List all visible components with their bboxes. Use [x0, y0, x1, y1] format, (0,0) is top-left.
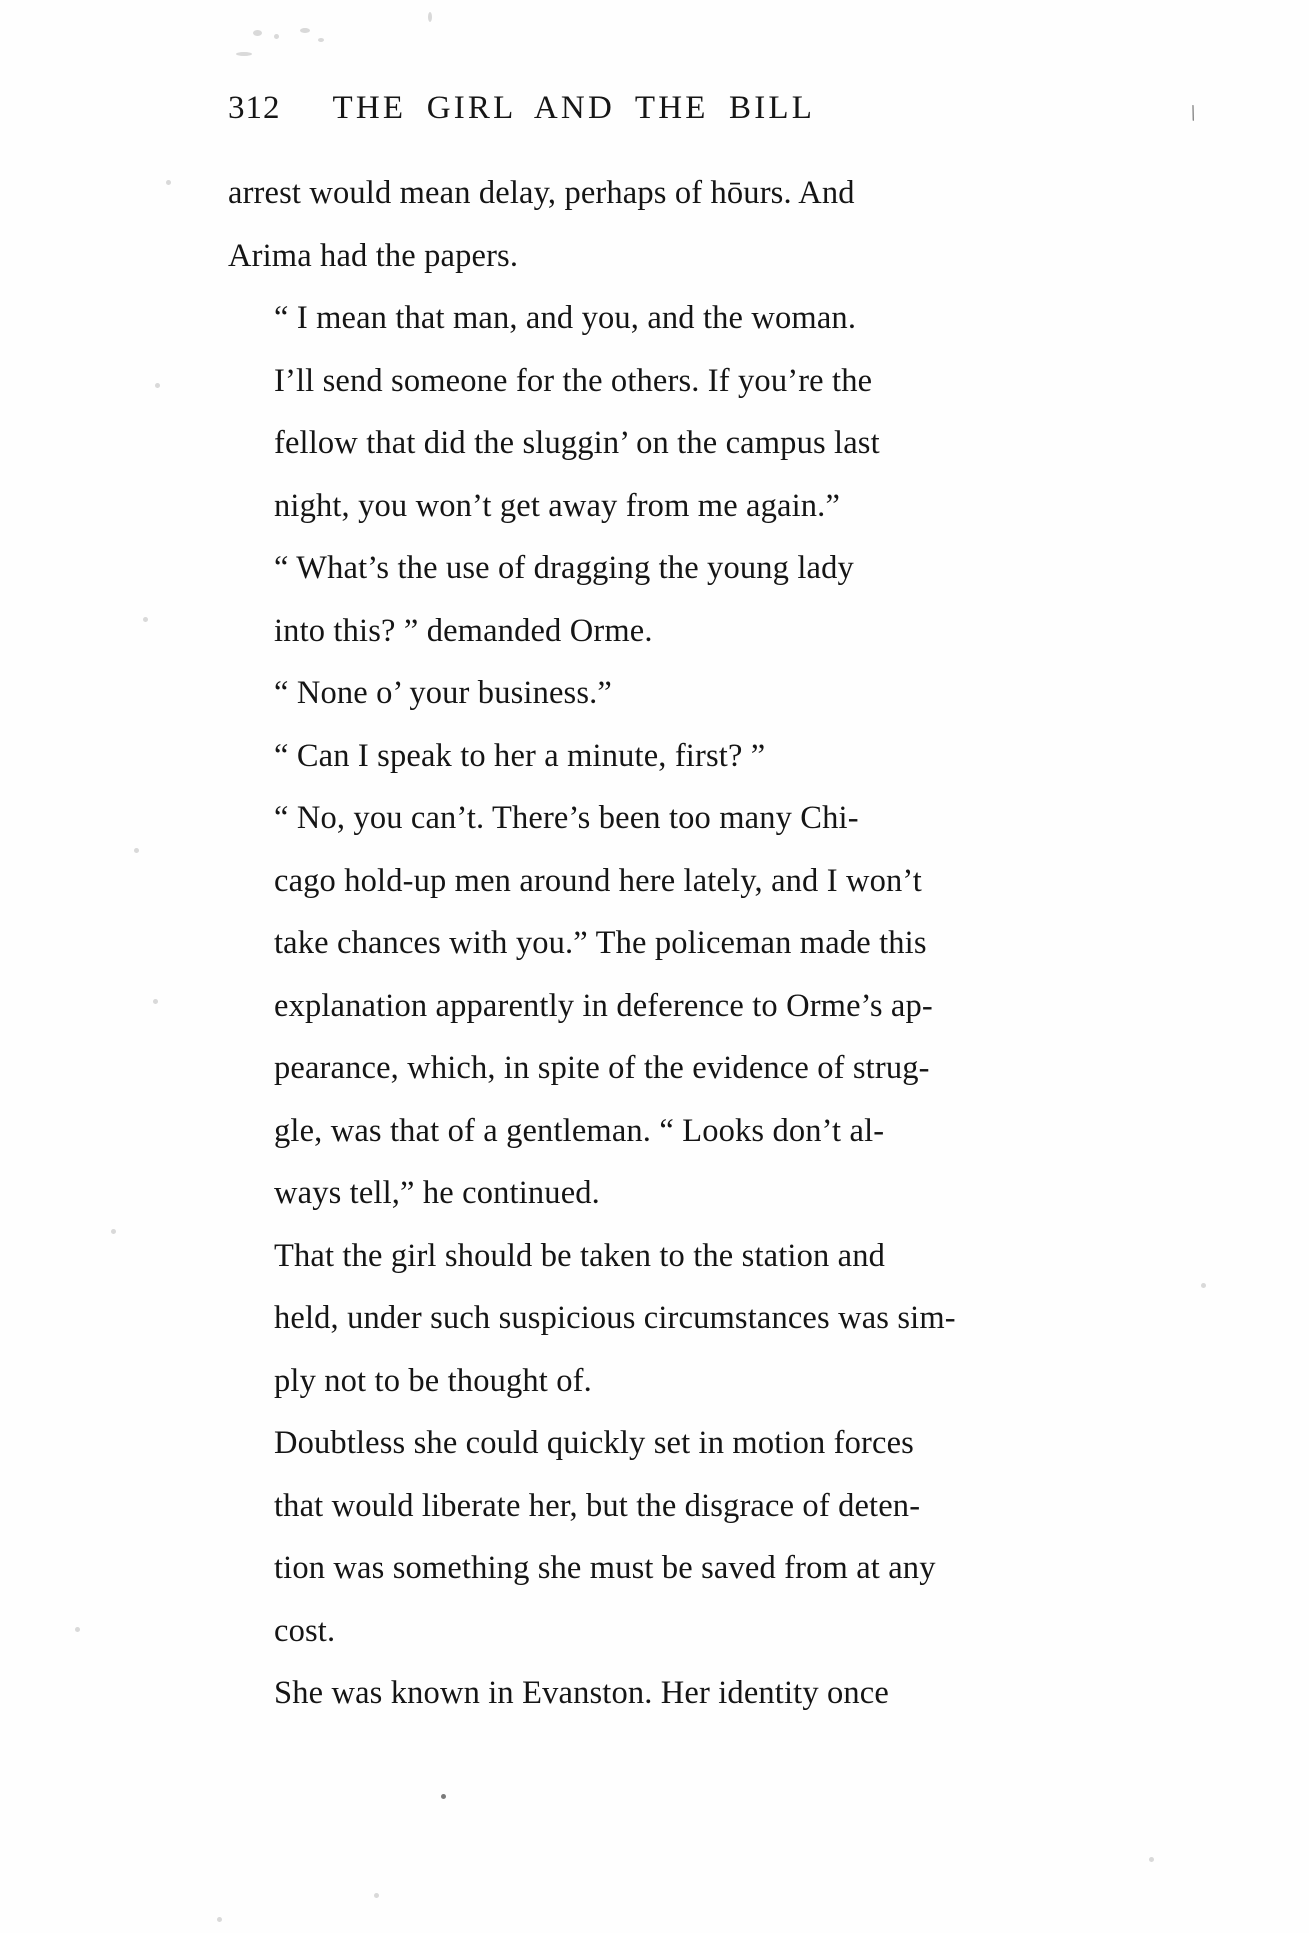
text-line: I’ll send someone for the others. If you’re the	[274, 362, 873, 399]
text-line: tion was something she must be saved from at any	[274, 1550, 936, 1586]
text-line: “ No, you can’t. There’s been too many Chi-	[274, 800, 859, 836]
text-line: cago hold-up men around here lately, and I won’t	[274, 862, 922, 899]
text-line: explanation apparently in deference to Orme’s ap-	[274, 987, 933, 1024]
text-line: ways tell,” he continued.	[274, 1175, 600, 1211]
paragraph	[228, 1662, 1208, 1725]
scan-speck	[253, 30, 262, 36]
scan-speck	[274, 34, 279, 39]
scan-speck	[143, 617, 148, 622]
paragraph	[228, 662, 1208, 725]
scan-speck	[428, 12, 432, 22]
scan-speck	[318, 38, 324, 42]
text-line: Arima had the papers.	[228, 237, 519, 274]
paragraph	[228, 287, 1208, 537]
text-line: ply not to be thought of.	[274, 1362, 592, 1399]
page-header	[228, 90, 1168, 127]
scan-speck	[236, 52, 252, 56]
text-line: “ None o’ your business.”	[274, 675, 613, 711]
scan-speck	[134, 848, 139, 853]
text-line: She was known in Evanston. Her identity once	[274, 1675, 889, 1711]
text-line: night, you won’t get away from me again.”	[274, 487, 841, 524]
scan-speck	[153, 999, 158, 1004]
text-line: pearance, which, in spite of the evidence of strug-	[274, 1050, 930, 1086]
scan-speck	[75, 1627, 80, 1632]
scan-speck	[441, 1794, 446, 1799]
scan-speck	[1149, 1857, 1154, 1862]
paragraph	[228, 787, 1208, 1225]
text-line: “ I mean that man, and you, and the woman.	[274, 300, 857, 336]
text-line: arrest would mean delay, perhaps of hōurs. And	[228, 175, 855, 211]
running-title: THE GIRL AND THE BILL	[332, 90, 816, 126]
scan-speck	[300, 28, 310, 33]
paragraph	[228, 1225, 1208, 1413]
paragraph	[228, 725, 1208, 788]
scan-speck	[374, 1893, 379, 1898]
text-line: fellow that did the sluggin’ on the campus last	[274, 425, 880, 461]
text-line: that would liberate her, but the disgrace of deten-	[274, 1487, 921, 1524]
scan-speck	[155, 383, 160, 388]
text-line: gle, was that of a gentleman. “ Looks don’t al-	[274, 1112, 885, 1149]
text-line: held, under such suspicious circumstances was sim-	[274, 1300, 956, 1336]
paragraph	[228, 162, 1208, 287]
page-body	[228, 162, 1208, 1725]
text-line: “ What’s the use of dragging the young lady	[274, 550, 854, 586]
paragraph	[228, 1412, 1208, 1662]
text-line: That the girl should be taken to the station and	[274, 1237, 886, 1274]
text-line: Doubtless she could quickly set in motion forces	[274, 1425, 914, 1461]
text-line: cost.	[274, 1612, 336, 1649]
text-line: into this? ” demanded Orme.	[274, 612, 653, 649]
text-line: “ Can I speak to her a minute, first? ”	[274, 737, 766, 774]
paragraph	[228, 537, 1208, 662]
margin-tick-mark: \	[1186, 99, 1200, 126]
scan-speck	[111, 1229, 116, 1234]
scan-speck	[217, 1917, 222, 1922]
page-number: 312	[228, 90, 281, 126]
text-line: take chances with you.” The policeman made this	[274, 925, 927, 961]
scan-speck	[166, 180, 171, 185]
